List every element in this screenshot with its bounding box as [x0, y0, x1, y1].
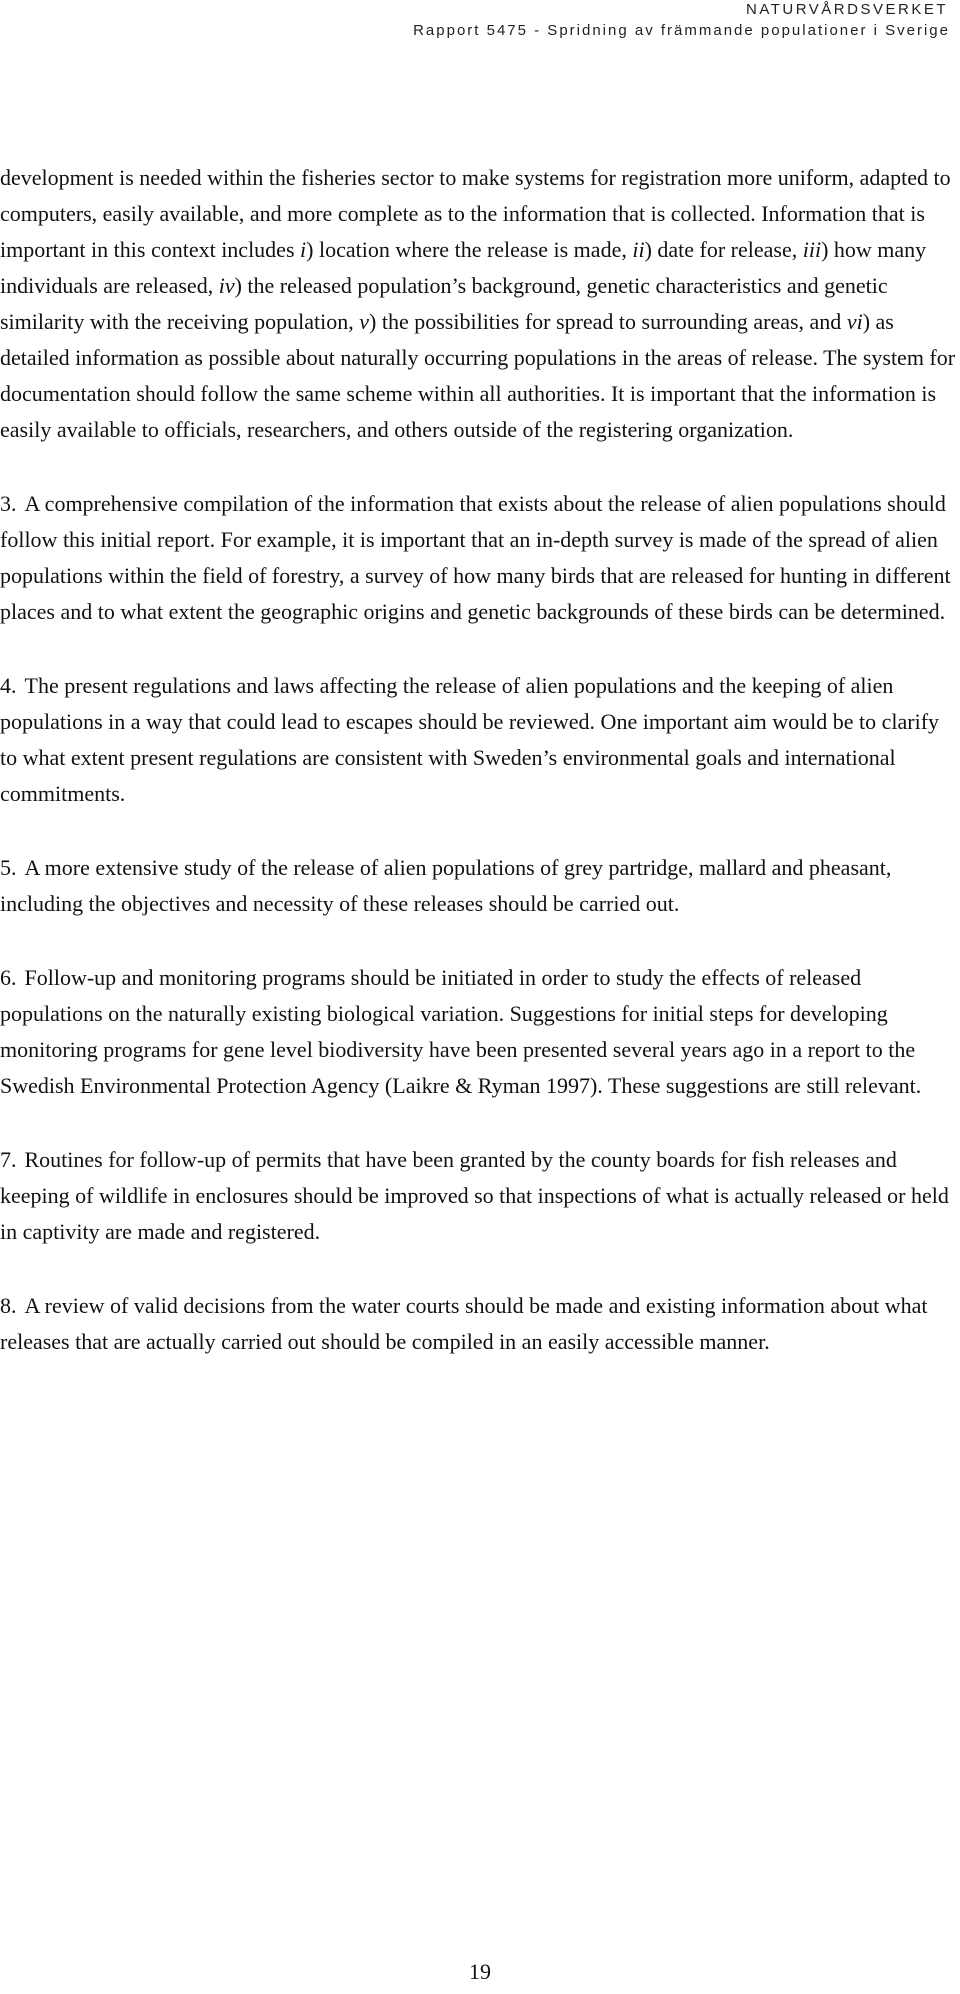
page-number: 19: [469, 1959, 491, 1984]
italic-marker: vi: [846, 309, 863, 334]
text-segment: ) the released population’s background, genetic characteristics and genetic similarity with the receiving population,: [0, 273, 888, 334]
paragraph-item-3: [0, 486, 960, 630]
paragraph-item-8: [0, 1288, 960, 1360]
text-segment: ) how many individuals are released,: [0, 237, 927, 298]
italic-marker: v: [359, 309, 370, 334]
paragraph-item-6: [0, 960, 960, 1104]
text-segment: ) the possibilities for spread to surrounding areas, and: [369, 309, 847, 334]
text-segment: ) as detailed information as possible about naturally occurring populations in the areas of release. The system for documentation should follow the same scheme within all authorities. It is important that the information is easily available to officials, researchers, and others outside of the registering organization.: [0, 309, 956, 442]
item-text: A more extensive study of the release of alien populations of grey partridge, mallard and pheasant, including the objectives and necessity of these releases should be carried out.: [0, 855, 892, 916]
italic-marker: ii: [632, 237, 645, 262]
page-header: [50, 0, 950, 42]
document-body: [0, 160, 960, 1398]
paragraph-continued: [0, 160, 960, 448]
item-text: A comprehensive compilation of the information that exists about the release of alien populations should follow this initial report. For example, it is important that an in-depth survey is made of the spread of alien populations within the field of forestry, a survey of how many birds that are released for hunting in different places and to what extent the geographic origins and genetic backgrounds of these birds can be determined.: [0, 491, 951, 624]
header-report-title: Rapport 5475 - Spridning av främmande populationer i Sverige: [413, 22, 950, 39]
text-segment: ) date for release,: [644, 237, 803, 262]
item-number: 7.: [0, 1147, 17, 1172]
item-text: Routines for follow-up of permits that have been granted by the county boards for fish releases and keeping of wildlife in enclosures should be improved so that inspections of what is actually released or held in captivity are made and registered.: [0, 1147, 949, 1244]
item-number: 4.: [0, 673, 17, 698]
italic-marker: iii: [802, 237, 822, 262]
item-text: The present regulations and laws affecting the release of alien populations and the keeping of alien populations in a way that could lead to escapes should be reviewed. One important aim would be to clarify to what extent present regulations are consistent with Sweden’s environmental goals and international commitments.: [0, 673, 940, 806]
item-number: 5.: [0, 855, 17, 880]
header-organization: NATURVÅRDSVERKET: [746, 1, 948, 18]
item-number: 8.: [0, 1293, 17, 1318]
text-segment: ) location where the release is made,: [306, 237, 633, 262]
italic-marker: iv: [218, 273, 235, 298]
italic-marker: i: [300, 237, 307, 262]
item-number: 3.: [0, 491, 17, 516]
item-number: 6.: [0, 965, 17, 990]
text-segment: development is needed within the fisheries sector to make systems for registration more uniform, adapted to computers, easily available, and more complete as to the information that is collected. Information that is important in this context includes: [0, 165, 951, 262]
paragraph-item-7: [0, 1142, 960, 1250]
paragraph-item-4: [0, 668, 960, 812]
paragraph-item-5: [0, 850, 960, 922]
item-text: Follow-up and monitoring programs should be initiated in order to study the effects of released populations on the naturally existing biological variation. Suggestions for initial steps for developing monitoring programs for gene level biodiversity have been presented several years ago in a report to the Swedish Environmental Protection Agency (Laikre & Ryman 1997). These suggestions are still relevant.: [0, 965, 922, 1098]
item-text: A review of valid decisions from the water courts should be made and existing information about what releases that are actually carried out should be compiled in an easily accessible manner.: [0, 1293, 928, 1354]
